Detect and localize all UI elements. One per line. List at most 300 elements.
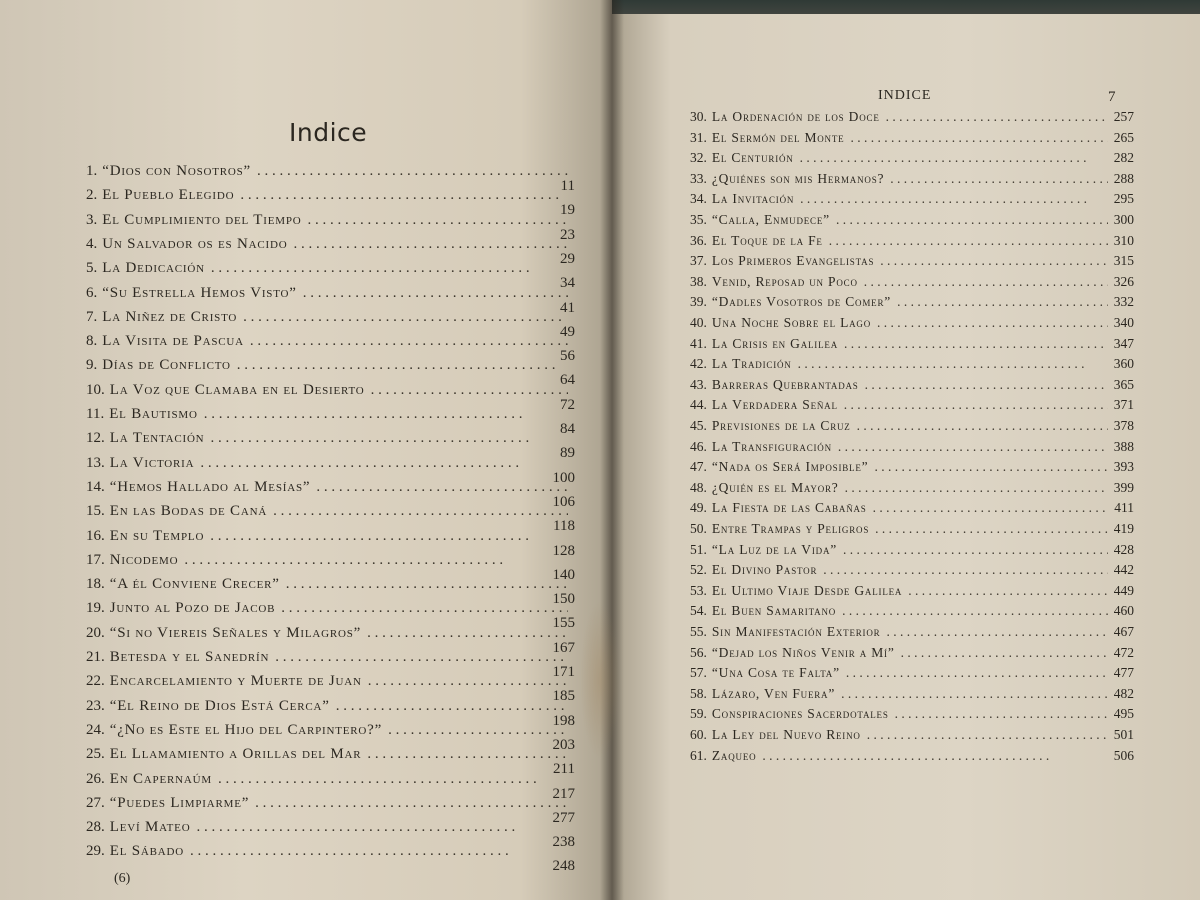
toc-entry [86, 309, 574, 329]
entry-number: 34. [690, 191, 707, 207]
entry-title: “Su Estrella Hemos Visto” [102, 284, 297, 301]
dot-leader [886, 109, 1108, 125]
dot-leader [829, 233, 1108, 249]
entry-title: La Verdadera Señal [711, 397, 838, 413]
dot-leader [850, 130, 1107, 146]
dot-leader [184, 552, 568, 569]
entry-page: 34 [560, 275, 575, 292]
dot-leader [880, 253, 1107, 269]
entry-title: La Visita de Pascua [102, 333, 244, 350]
entry-page: 332 [1113, 294, 1134, 310]
entry-number: 57. [690, 665, 707, 681]
entry-title: Nicodemo [109, 551, 179, 568]
toc-entry [690, 521, 1134, 541]
entry-title: Venid, Reposad un Poco [711, 273, 858, 289]
entry-number: 61. [690, 747, 707, 763]
entry-title: Días de Conflicto [102, 357, 231, 374]
dot-leader [257, 163, 568, 180]
dot-leader [895, 706, 1108, 722]
toc-entry [86, 479, 574, 499]
entry-number: 17. [86, 551, 105, 568]
entry-title: Una Noche Sobre el Lago [711, 315, 872, 330]
entry-number: 32. [690, 150, 707, 166]
entry-number: 39. [690, 294, 707, 310]
entry-page: 506 [1113, 747, 1134, 763]
header-page-number: 7 [1108, 89, 1116, 105]
entry-page: 419 [1113, 521, 1134, 536]
entry-title: La Fiesta de las Cabañas [711, 500, 867, 516]
entry-page: 315 [1113, 253, 1134, 269]
entry-title: Conspiraciones Sacerdotales [711, 706, 889, 722]
toc-entry [86, 528, 574, 548]
dot-leader [281, 600, 568, 617]
entry-number: 10. [86, 381, 105, 398]
dot-leader [823, 562, 1107, 578]
entry-title: El Pueblo Elegido [102, 187, 235, 204]
entry-page: 288 [1113, 170, 1134, 186]
entry-number: 52. [690, 562, 707, 578]
entry-number: 26. [86, 770, 105, 787]
entry-number: 47. [690, 459, 707, 475]
entry-title: Los Primeros Evangelistas [711, 253, 875, 269]
toc-entry [690, 418, 1134, 438]
dot-leader [336, 698, 568, 715]
entry-title: “Si no Viereis Señales y Milagros” [109, 624, 362, 641]
entry-number: 16. [86, 527, 105, 544]
toc-entry [690, 150, 1134, 170]
entry-number: 3. [86, 211, 98, 228]
entry-number: 5. [86, 260, 98, 277]
dot-leader [255, 795, 568, 812]
dot-leader [211, 260, 568, 277]
entry-title: En las Bodas de Caná [109, 503, 268, 520]
entry-number: 37. [690, 253, 707, 269]
entry-title: Barreras Quebrantadas [711, 376, 859, 392]
entry-number: 18. [86, 576, 105, 593]
toc-entry [86, 649, 574, 669]
entry-page: 371 [1113, 397, 1134, 413]
entry-number: 24. [86, 721, 105, 738]
entry-title: Lázaro, Ven Fuera” [711, 685, 836, 701]
toc-entry [690, 294, 1134, 314]
toc-entry [690, 212, 1134, 232]
entry-page: 310 [1113, 232, 1134, 248]
entry-title: El Divino Pastor [711, 562, 818, 578]
entry-title: “A él Conviene Crecer” [109, 576, 280, 593]
entry-number: 12. [86, 430, 105, 447]
dot-leader [874, 459, 1107, 475]
entry-number: 28. [86, 819, 105, 836]
entry-title: El Toque de la Fe [711, 232, 823, 248]
dot-leader [846, 665, 1108, 681]
toc-entry [690, 562, 1134, 582]
dot-leader [901, 645, 1108, 661]
entry-title: La Ley del Nuevo Reino [711, 727, 861, 742]
entry-title: “Hemos Hallado al Mesías” [109, 478, 311, 495]
entry-number: 9. [86, 357, 98, 374]
dot-leader [273, 503, 568, 520]
entry-title: “Calla, Enmudece” [711, 212, 830, 227]
entry-page: 347 [1113, 335, 1134, 351]
entry-page: 326 [1113, 273, 1134, 289]
dot-leader [762, 748, 1107, 764]
entry-title: Un Salvador os es Nacido [102, 235, 288, 252]
entry-title: Entre Trampas y Peligros [711, 521, 870, 536]
entry-page: 49 [560, 323, 575, 340]
toc-entry [86, 333, 574, 353]
entry-page: 29 [560, 250, 575, 267]
dot-leader [316, 479, 568, 496]
dot-leader [250, 333, 568, 350]
entry-title: La Invitación [711, 191, 795, 207]
dot-leader [843, 542, 1108, 558]
entry-page: 198 [552, 712, 575, 729]
toc-entry [690, 706, 1134, 726]
toc-entry [86, 382, 574, 402]
entry-page: 19 [560, 202, 575, 219]
toc-entry [690, 191, 1134, 211]
entry-number: 38. [690, 273, 707, 289]
entry-title: Previsiones de la Cruz [711, 418, 851, 433]
running-header: INDICE [878, 88, 932, 103]
entry-title: La Ordenación de los Doce [711, 109, 880, 124]
dot-leader [867, 727, 1108, 743]
dot-leader [237, 357, 568, 374]
entry-page: 150 [552, 591, 575, 608]
entry-number: 50. [690, 521, 707, 536]
toc-entry [86, 795, 574, 815]
entry-page: 282 [1113, 150, 1134, 166]
dot-leader [864, 274, 1108, 290]
dot-leader [293, 236, 568, 253]
toc-entry [86, 187, 574, 207]
dot-leader [218, 771, 568, 788]
dot-leader [836, 212, 1108, 228]
entry-number: 49. [690, 500, 707, 516]
toc-entry [86, 430, 574, 450]
toc-entry [690, 253, 1134, 273]
entry-page: 501 [1113, 727, 1134, 742]
toc-entry [690, 686, 1134, 706]
dot-leader [844, 336, 1108, 352]
entry-page: 411 [1114, 500, 1134, 516]
toc-entry [690, 645, 1134, 665]
toc-entry [690, 624, 1134, 644]
entry-page: 84 [560, 421, 575, 437]
entry-page: 482 [1113, 685, 1134, 701]
book-gutter [600, 0, 624, 900]
entry-number: 23. [86, 697, 105, 714]
dot-leader [873, 500, 1109, 516]
dot-leader [190, 843, 568, 860]
entry-title: El Llamamiento a Orillas del Mar [109, 746, 362, 763]
entry-number: 54. [690, 603, 707, 619]
toc-entry [690, 603, 1134, 623]
toc-entry [690, 315, 1134, 335]
toc-entry [690, 727, 1134, 747]
dot-leader [800, 191, 1108, 207]
entry-number: 59. [690, 706, 707, 722]
entry-title: ¿Quién es el Mayor? [711, 479, 839, 495]
entry-title: En su Templo [109, 527, 205, 544]
dot-leader [875, 521, 1108, 537]
entry-number: 45. [690, 418, 707, 433]
entry-number: 6. [86, 284, 98, 301]
dot-leader [857, 418, 1108, 434]
toc-entry [86, 285, 574, 305]
entry-title: La Voz que Clamaba en el Desierto [109, 381, 365, 398]
entry-title: Junto al Pozo de Jacob [109, 600, 276, 617]
toc-entry [86, 236, 574, 256]
dot-leader [368, 673, 568, 690]
entry-title: “Puedes Limpiarme” [109, 794, 250, 811]
entry-page: 277 [552, 809, 575, 826]
dot-leader [286, 576, 568, 593]
entry-title: “Dejad los Niños Venir a Mí” [711, 644, 895, 660]
entry-number: 20. [86, 624, 105, 641]
entry-page: 449 [1113, 582, 1134, 598]
toc-entry [86, 503, 574, 523]
entry-number: 4. [86, 235, 98, 252]
entry-title: El Ultimo Viaje Desde Galilea [711, 582, 903, 598]
toc-entry [86, 455, 574, 475]
toc-entry [690, 748, 1134, 768]
entry-page: 217 [552, 785, 575, 802]
toc-entry [86, 576, 574, 596]
entry-title: “La Luz de la Vida” [711, 541, 838, 557]
entry-title: La Tentación [109, 430, 205, 447]
toc-entry [690, 171, 1134, 191]
entry-number: 58. [690, 685, 707, 701]
entry-number: 8. [86, 333, 98, 350]
entry-title: Encarcelamiento y Muerte de Juan [109, 673, 362, 690]
toc-entry [690, 356, 1134, 376]
dot-leader [210, 430, 568, 447]
toc-entry [690, 397, 1134, 417]
entry-page: 41 [560, 299, 575, 316]
entry-number: 21. [86, 649, 105, 665]
toc-entry [690, 336, 1134, 356]
entry-page: 265 [1113, 129, 1134, 145]
entry-number: 25. [86, 746, 105, 763]
entry-page: 11 [560, 178, 575, 194]
dot-leader [388, 722, 568, 739]
toc-entry [690, 130, 1134, 150]
dot-leader [371, 382, 568, 399]
toc-entry [690, 480, 1134, 500]
entry-page: 118 [553, 518, 575, 535]
page-title: Indice [289, 118, 368, 147]
footer-page-number: (6) [114, 871, 131, 886]
toc-entry [86, 746, 574, 766]
entry-page: 89 [560, 445, 575, 462]
entry-number: 19. [86, 600, 105, 617]
entry-number: 29. [86, 843, 105, 860]
entry-title: Leví Mateo [109, 819, 191, 836]
entry-page: 472 [1113, 644, 1134, 660]
entry-page: 167 [552, 639, 575, 656]
entry-number: 15. [86, 503, 105, 520]
entry-number: 44. [690, 397, 707, 413]
toc-entry [86, 625, 574, 645]
entry-title: El Cumplimiento del Tiempo [102, 211, 302, 228]
dot-leader [196, 819, 568, 836]
dot-leader [877, 315, 1108, 331]
toc-entry [690, 439, 1134, 459]
dot-leader [908, 583, 1108, 599]
entry-number: 42. [690, 356, 707, 372]
entry-page: 378 [1113, 418, 1134, 433]
entry-title: La Dedicación [102, 260, 205, 277]
entry-number: 43. [690, 376, 707, 392]
toc-entry [86, 722, 574, 742]
entry-page: 128 [552, 542, 575, 559]
entry-title: “¿No es Este el Hijo del Carpintero?” [109, 721, 383, 738]
entry-number: 51. [690, 541, 707, 557]
toc-entry [86, 357, 574, 377]
dot-leader [303, 285, 568, 302]
entry-page: 155 [552, 615, 575, 632]
entry-title: “Dios con Nosotros” [102, 163, 252, 179]
entry-page: 365 [1113, 376, 1134, 392]
dot-leader [243, 309, 568, 326]
entry-page: 248 [552, 858, 575, 875]
entry-page: 211 [553, 761, 575, 778]
toc-entry [690, 233, 1134, 253]
entry-page: 171 [552, 664, 575, 680]
toc-entry [86, 843, 574, 863]
entry-number: 33. [690, 170, 707, 186]
entry-number: 36. [690, 232, 707, 248]
entry-title: “Nada os Será Imposible” [711, 459, 869, 475]
dot-leader [842, 603, 1108, 619]
entry-page: 388 [1113, 438, 1134, 454]
dot-leader [210, 528, 568, 545]
entry-page: 185 [552, 688, 575, 705]
dot-leader [367, 625, 568, 642]
toc-entry [86, 406, 574, 426]
entry-page: 300 [1113, 212, 1134, 227]
entry-title: La Tradición [711, 356, 792, 372]
entry-title: En Capernaúm [109, 770, 212, 787]
entry-number: 60. [690, 727, 707, 742]
entry-title: “El Reino de Dios Está Cerca” [109, 697, 330, 714]
entry-page: 56 [560, 348, 575, 365]
dot-leader [838, 439, 1108, 455]
entry-page: 467 [1113, 624, 1134, 639]
entry-number: 35. [690, 212, 707, 227]
dot-leader [800, 150, 1108, 166]
entry-page: 100 [552, 469, 575, 486]
entry-page: 64 [560, 372, 575, 389]
entry-page: 238 [552, 834, 575, 851]
entry-number: 13. [86, 454, 105, 471]
dot-leader [890, 171, 1107, 187]
entry-title: La Victoria [109, 454, 195, 471]
entry-number: 7. [86, 308, 98, 325]
entry-title: Sin Manifestación Exterior [711, 624, 881, 639]
entry-page: 460 [1113, 603, 1134, 619]
entry-page: 23 [560, 226, 575, 243]
dot-leader [886, 624, 1107, 640]
entry-number: 1. [86, 163, 98, 179]
toc-entry [690, 109, 1134, 129]
entry-page: 360 [1113, 356, 1134, 372]
entry-page: 72 [560, 396, 575, 413]
dot-leader [845, 480, 1108, 496]
dot-leader [841, 686, 1108, 702]
entry-title: El Buen Samaritano [711, 603, 837, 619]
entry-page: 203 [552, 736, 575, 753]
entry-title: La Crisis en Galilea [711, 335, 838, 351]
entry-number: 46. [690, 438, 707, 454]
toc-entry [690, 665, 1134, 685]
dot-leader [200, 455, 568, 472]
entry-title: Zaqueo [711, 747, 757, 763]
dot-leader [204, 406, 568, 423]
toc-entry [690, 583, 1134, 603]
entry-number: 55. [690, 624, 707, 639]
dot-leader [367, 746, 568, 763]
entry-page: 393 [1113, 459, 1134, 475]
entry-title: La Niñez de Cristo [102, 308, 238, 325]
entry-number: 22. [86, 673, 105, 690]
entry-page: 106 [552, 493, 575, 510]
entry-number: 56. [690, 644, 707, 660]
entry-title: La Transfiguración [711, 438, 832, 454]
entry-page: 257 [1113, 109, 1134, 124]
entry-page: 140 [552, 566, 575, 583]
entry-title: Betesda y el Sanedrín [109, 649, 270, 665]
entry-title: El Sábado [109, 843, 185, 860]
toc-entry [690, 500, 1134, 520]
dot-leader [865, 377, 1108, 393]
entry-title: El Bautismo [109, 406, 198, 422]
toc-entry [690, 377, 1134, 397]
entry-number: 31. [690, 129, 707, 145]
toc-entry [690, 542, 1134, 562]
toc-entry [690, 274, 1134, 294]
entry-number: 2. [86, 187, 98, 204]
dot-leader [897, 294, 1108, 310]
entry-number: 14. [86, 478, 105, 495]
entry-page: 442 [1113, 562, 1134, 578]
toc-entry [86, 600, 574, 620]
toc-entry [86, 212, 574, 232]
toc-entry [86, 819, 574, 839]
entry-page: 477 [1113, 665, 1134, 681]
entry-number: 48. [690, 479, 707, 495]
dot-leader [844, 397, 1108, 413]
entry-page: 428 [1113, 541, 1134, 557]
entry-number: 41. [690, 335, 707, 351]
entry-number: 27. [86, 794, 105, 811]
entry-number: 11. [86, 406, 105, 422]
entry-title: “Una Cosa te Falta” [711, 665, 840, 681]
entry-number: 40. [690, 315, 707, 330]
toc-entry [86, 260, 574, 280]
entry-page: 340 [1113, 315, 1134, 330]
paper-stain [580, 600, 620, 760]
entry-page: 399 [1113, 479, 1134, 495]
entry-page: 295 [1113, 191, 1134, 207]
entry-title: “Dadles Vosotros de Comer” [711, 294, 892, 310]
entry-title: El Centurión [711, 150, 794, 166]
dot-leader [798, 356, 1108, 372]
dot-leader [275, 649, 568, 666]
toc-entry [86, 673, 574, 693]
toc-entry [86, 698, 574, 718]
